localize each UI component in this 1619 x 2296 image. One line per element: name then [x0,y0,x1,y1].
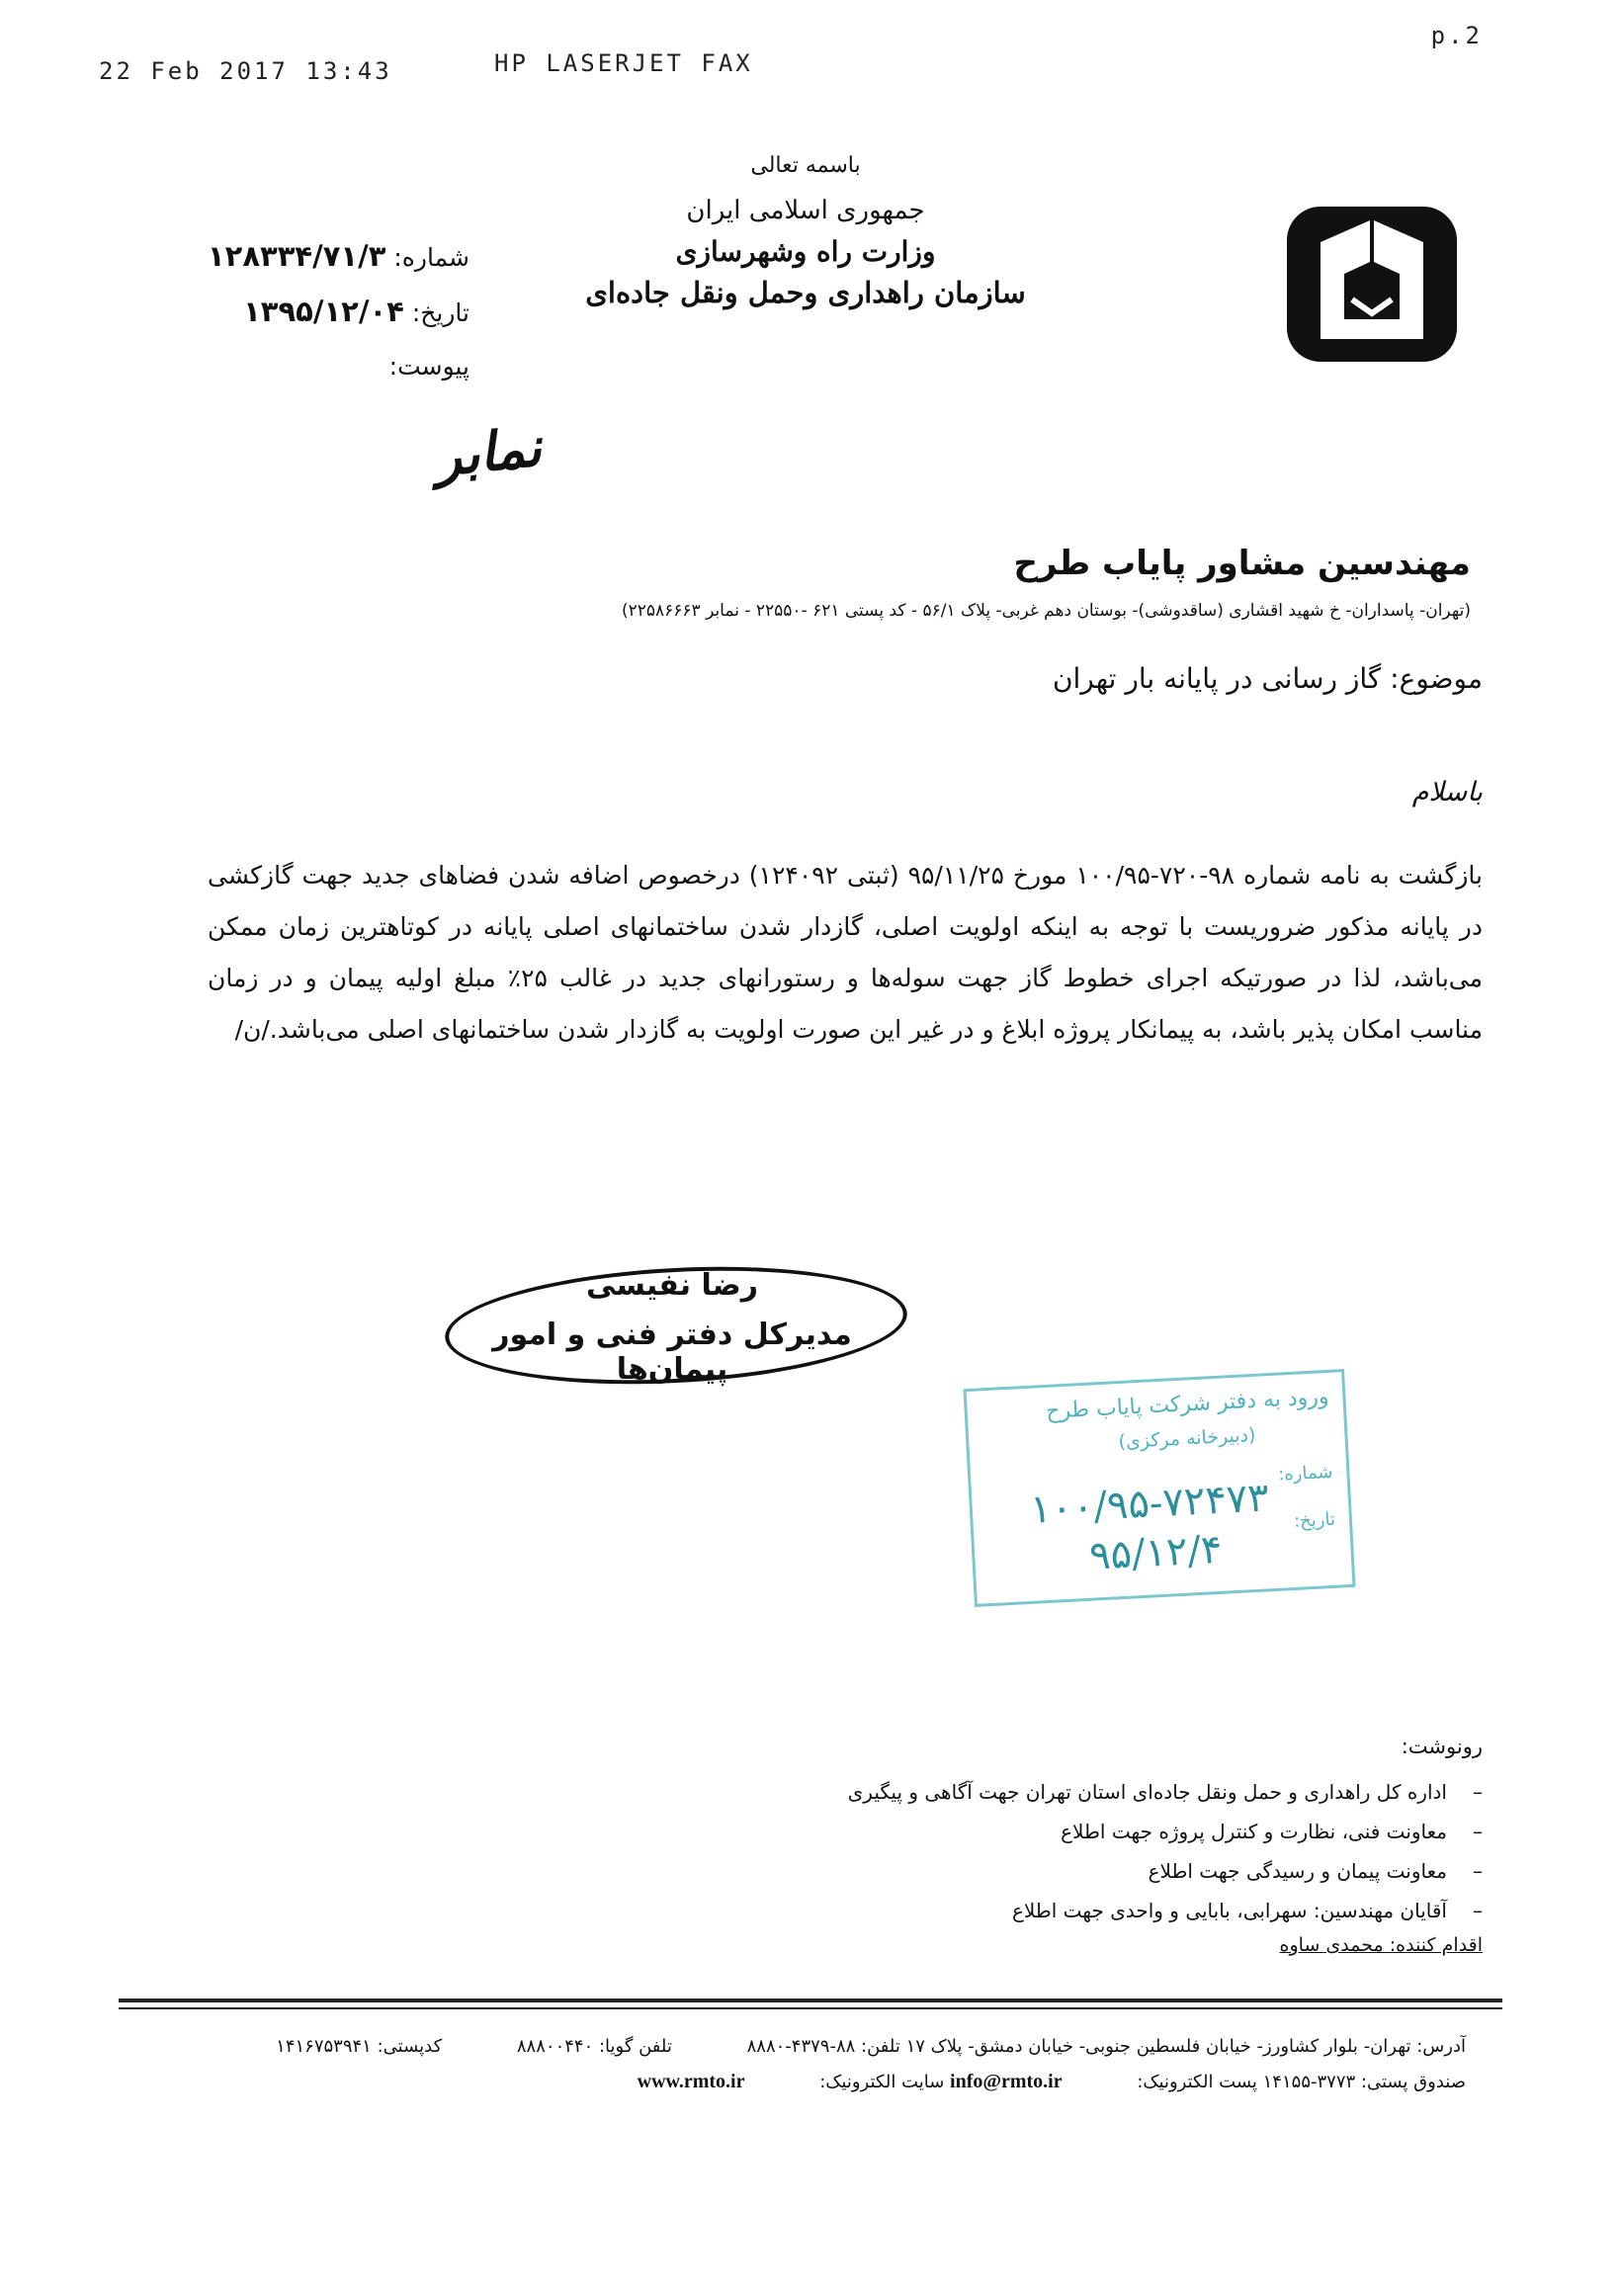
copy-recipient-item: – اداره کل راهداری و حمل ونقل جاده‌ای استان تهران جهت آگاهی و پیگیری [593,1772,1483,1812]
signer-name: رضا نفیسی [586,1268,758,1303]
letterhead [554,153,1058,309]
letter-body [208,850,1483,1056]
footer-phone: تلفن: ۸۸-۴۳۷۹-۸۸۸۰ [746,2036,900,2057]
stamp-subheader: (دبیرخانه مرکزی) [1118,1423,1256,1454]
reference-block [207,229,469,393]
reference-date-label: تاریخ: [411,298,469,327]
fax-header [99,22,1483,89]
footer-divider [119,1998,1502,2002]
copy-recipient-item: – معاونت پیمان و رسیدگی جهت اطلاع [593,1851,1483,1891]
letter-greeting: باسلام [1411,777,1483,808]
stamp-number-value: ۱۰۰/۹۵-۷۲۴۷۳ [1028,1475,1270,1533]
footer-postal-code: کدپستی: ۱۴۱۶۷۵۳۹۴۱ [276,2036,443,2057]
reference-number-row [207,229,469,285]
footer-website[interactable]: www.rmto.ir [637,2071,745,2092]
copy-recipient-item: – معاونت فنی، نظارت و کنترل پروژه جهت اطلاع [593,1812,1483,1851]
republic-name: جمهوری اسلامی ایران [686,196,925,225]
recipient-name: مهندسین مشاور پایاب طرح [1013,544,1471,583]
footer-email-label: پست الکترونیک: [1137,2072,1257,2092]
reference-number-label: شماره: [393,243,469,272]
fax-device-name: HP LASERJET FAX [494,49,753,77]
stamp-date-label: تاریخ: [1293,1508,1336,1532]
copies-label: رونوشت: [1401,1735,1483,1758]
signer-title: مدیرکل دفتر فنی و امور پیمان‌ها [492,1318,852,1387]
action-officer-text: اقدام کننده: محمدی ساوه [1279,1934,1483,1956]
bismillah: باسمه تعالی [750,153,861,178]
action-officer [593,1934,1483,1956]
copies-block [593,1735,1483,1956]
footer-website-label: سایت الکترونیک: [819,2072,945,2092]
reference-number-value: ۱۲۸۳۳۴/۷۱/۳ [207,239,386,273]
letter-body-paragraph: بازگشت به نامه شماره ۹۸-۷۲۰-۱۰۰/۹۵ مورخ ۹۵/۱۱/۲۵ (ثبتی ۱۲۴۰۹۲) درخصوص اضافه شدن فضاهای جدید جهت گازکشی در پایانه مذکور ضروریست با توجه به اینکه اولویت اصلی، گازدار شدن ساختمانهای اصلی پایانه در کوتاهترین زمان ممکن می‌باشد، لذا در صورتیکه اجرای خطوط گاز جهت سوله‌ها و رستورانهای جدید در غالب ۲۵٪ مبلغ اولیه پیمان و در زمان مناسب امکان پذیر باشد، به پیمانکار پروژه ابلاغ و در غیر این صورت اولویت به گازدار شدن ساختمانهای اصلی می‌باشد./ن/ [208,861,1484,1044]
footer-address: آدرس: تهران- بلوار کشاورز- خیابان فلسطین جنوبی- خیابان دمشق- پلاک ۱۷ [905,2036,1466,2057]
signature-block [445,1250,899,1387]
ministry-name: وزارت راه وشهرسازی [675,235,936,268]
reference-attachment-row [227,340,469,393]
copy-recipient-item: – آقایان مهندسین: سهرابی، بابایی و واحدی جهت اطلاع [593,1891,1483,1930]
receipt-stamp [963,1369,1355,1607]
stamp-header: ورود به دفتر شرکت پایاب طرح [1045,1384,1330,1424]
organization-name: سازمان راهداری وحمل ونقل جاده‌ای [585,276,1026,309]
rmto-logo-icon [1283,203,1461,366]
footer-email[interactable]: info@rmto.ir [950,2071,1063,2092]
footer-po-box: صندوق پستی: ۳۷۷۳-۱۴۱۵۵ [1262,2072,1466,2092]
stamp-date-value: ۹۵/۱۲/۴ [1087,1526,1224,1579]
footer-online-row [220,2071,1466,2093]
footer-voice-phone: تلفن گویا: ۸۸۸۰۰۴۴۰ [516,2036,672,2057]
footer-divider-thin [119,2007,1502,2009]
reference-date-value: ۱۳۹۵/۱۲/۰۴ [243,295,404,328]
letter-subject: موضوع: گاز رسانی در پایانه بار تهران [1052,662,1483,695]
stamp-number-label: شماره: [1277,1461,1333,1486]
fax-datetime: 22 Feb 2017 13:43 [99,57,392,85]
footer-contact-row [207,2036,1466,2057]
reference-attachment-label: پیوست: [388,352,469,381]
fax-page-number: p.2 [1430,22,1483,49]
classification-mark: نمابر [431,414,545,489]
reference-date-row [227,285,469,340]
recipient-address: (تهران- پاسداران- خ شهید اقشاری (ساقدوشی)- بوستان دهم غربی- پلاک ۵۶/۱ - کد پستی ۶۲۱ -۲۲۵۵۰ - نمابر ۲۲۵۸۶۶۶۳) [621,601,1471,621]
